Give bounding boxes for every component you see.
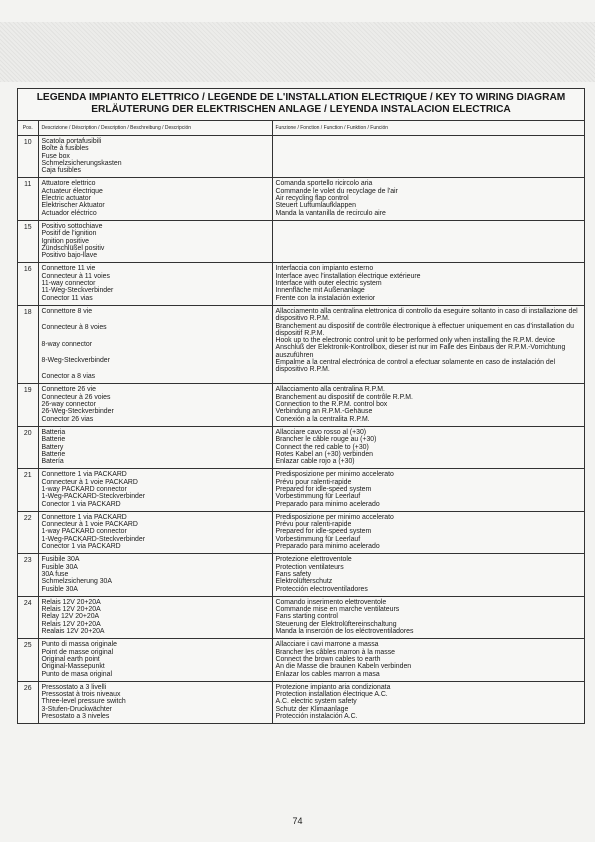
legend-text-line: Positivo sottochiave: [41, 222, 103, 230]
legend-row: [18, 220, 584, 262]
legend-text-line: [276, 238, 582, 245]
legend-text-line: Elektrischer Aktuator: [41, 202, 105, 210]
legend-text-line: Connect the brown cables to earth: [275, 655, 381, 663]
legend-text-line: Innenfläche mit Außenanlage: [275, 287, 365, 295]
legend-text-line: Conector 26 vias: [41, 415, 94, 423]
legend-text-line: Prepared for idle-speed system: [275, 528, 372, 536]
legend-description-cell: [38, 511, 272, 553]
legend-row: [18, 384, 584, 426]
legend-text-line: Relay 12V 20+20A: [41, 613, 100, 621]
legend-function-cell: [272, 220, 584, 262]
legend-text-line: 26-Weg-Steckverbinder: [41, 408, 114, 416]
header-pos: Pos.: [18, 121, 38, 136]
legend-description-cell: [38, 596, 272, 638]
legend-text-line: Comando inserimento elettroventole: [275, 598, 387, 606]
legend-function-cell: [272, 136, 584, 178]
legend-text-line: Connecteur à 11 voies: [41, 272, 110, 280]
legend-text-line: Interfaccia con impianto esterno: [275, 265, 374, 273]
legend-text-line: Batterie: [41, 450, 66, 458]
legend-text-line: Steuerung der Elektrolüftereinschaltung: [275, 620, 397, 628]
legend-text-line: Prepared for idle-speed system: [275, 485, 372, 493]
legend-row: [18, 469, 584, 511]
legend-description-cell: [38, 178, 272, 220]
legend-text-line: Protection installation électrique A.C.: [275, 691, 388, 699]
legend-text-line: 30A fuse: [41, 570, 69, 578]
legend-description-cell: [38, 554, 272, 596]
legend-text-line: Allacciamento alla centralina R.P.M.: [275, 386, 385, 394]
legend-text-line: Original-Massepunkt: [41, 663, 105, 671]
legend-function-cell: [272, 639, 584, 681]
legend-row: [18, 178, 584, 220]
legend-text-line: Fans starting control: [275, 613, 338, 621]
legend-text-line: Commande mise en marche ventilateurs: [275, 606, 400, 614]
legend-text-line: [276, 252, 582, 259]
legend-text-line: Vorbestimmung für Leerlauf: [275, 535, 361, 543]
legend-description-cell: [38, 305, 272, 383]
legend-text-line: [276, 145, 582, 152]
legend-text-line: Conector 1 via PACKARD: [41, 543, 121, 551]
legend-text-line: Predisposizione per minimo accelerato: [275, 513, 394, 521]
legend-text-line: Enlazar los cables marron a masa: [275, 670, 380, 678]
legend-text-line: Scatola portafusibili: [41, 138, 102, 145]
legend-text-line: Connecteur à 26 voies: [41, 393, 111, 401]
legend-text-line: Verbindung an R.P.M.-Gehäuse: [275, 408, 373, 416]
legend-text-line: 8-way connector: [41, 340, 93, 348]
legend-text-line: Positif de l'ignition: [41, 230, 97, 238]
legend-text-line: Frente con la instalación exterior: [275, 294, 376, 302]
legend-pos-cell: 10: [18, 136, 38, 178]
legend-text-line: Batteria: [41, 428, 66, 436]
legend-text-line: Manda la vantanilla de recirculo aire: [275, 209, 386, 217]
legend-function-cell: [272, 469, 584, 511]
legend-text-line: Branchement au dispositif de contrôle électronique à effectuer uniquement en cas d'installation du dispositif R.P.M.: [275, 322, 574, 337]
legend-pos-cell: 18: [18, 305, 38, 383]
legend-text-line: Allacciare cavo rosso al (+30): [275, 428, 367, 436]
legend-text-line: Boîte à fusibles: [41, 145, 89, 153]
legend-text-line: Schmelzsicherung 30A: [41, 578, 112, 586]
legend-text-line: 11-Weg-Steckverbinder: [41, 287, 114, 295]
legend-text-line: Preparado para minimo acelerado: [275, 500, 380, 508]
legend-text-line: Connecteur à 8 voies: [41, 324, 107, 332]
legend-text-line: Steuert Luftumlaufklappen: [275, 202, 356, 210]
legend-text-line: Zündschlüßel positiv: [41, 244, 105, 252]
legend-text-line: Actuateur électrique: [41, 187, 103, 195]
legend-text-line: Prévu pour ralenti-rapide: [275, 478, 352, 486]
legend-function-cell: [272, 596, 584, 638]
legend-row: [18, 263, 584, 305]
legend-text-line: Connettore 1 via PACKARD: [41, 513, 127, 521]
legend-text-line: Brancher le câble rouge au (+30): [275, 436, 377, 444]
legend-text-line: Original earth point: [41, 655, 100, 663]
legend-text-line: Battery: [41, 443, 64, 451]
legend-pos-cell: 11: [18, 178, 38, 220]
legend-row: [18, 681, 584, 723]
legend-text-line: Commande le volet du recyclage de l'air: [275, 187, 398, 195]
legend-description-cell: [38, 469, 272, 511]
legend-description-cell: [38, 384, 272, 426]
legend-text-line: [276, 160, 582, 167]
legend-description-cell: [38, 426, 272, 468]
legend-text-line: Connettore 1 via PACKARD: [41, 471, 127, 479]
legend-row: [18, 596, 584, 638]
legend-text-line: 3-Stufen-Druckwächter: [41, 705, 112, 713]
legend-text-line: Connettore 8 vie: [41, 307, 93, 315]
legend-text-line: Connettore 26 vie: [41, 386, 96, 394]
legend-title-line-1: LEGENDA IMPIANTO ELETTRICO / LEGENDE DE L'INSTALLATION ELECTRIQUE / KEY TO WIRING DIAGRAM: [36, 92, 566, 103]
legend-text-line: [276, 223, 582, 230]
legend-text-line: Connecteur à 1 voie PACKARD: [41, 521, 138, 529]
legend-text-line: 1-way PACKARD connector: [41, 485, 127, 493]
legend-text-line: Conector a 8 vias: [41, 373, 96, 381]
legend-text-line: Relais 12V 20+20A: [41, 606, 101, 614]
legend-pos-cell: 22: [18, 511, 38, 553]
legend-text-line: Connecteur à 1 voie PACKARD: [41, 478, 138, 486]
legend-description-cell: [38, 220, 272, 262]
legend-text-line: Elektrolüfterschutz: [275, 578, 333, 586]
legend-text-line: Protezione impianto aria condizionata: [275, 683, 391, 691]
legend-text-line: [276, 245, 582, 252]
legend-text-line: Protección instalación A.C.: [275, 713, 358, 720]
legend-text-line: Comanda sportello ricircolo aria: [275, 180, 373, 188]
legend-text-line: 8-Weg-Steckverbinder: [41, 356, 110, 364]
legend-text-line: Conector 1 via PACKARD: [41, 500, 121, 508]
legend-text-line: Prévu pour ralenti-rapide: [275, 521, 352, 529]
legend-header-row: [18, 121, 584, 136]
legend-text-line: Presostato a 3 niveles: [41, 713, 110, 720]
legend-text-line: Fans safety: [275, 570, 312, 578]
legend-text-line: Fuse box: [41, 152, 70, 160]
legend-text-line: Schutz der Klimaanlage: [275, 705, 349, 713]
wiring-legend-sheet: [17, 88, 585, 724]
legend-text-line: Predisposizione per minimo accelerato: [275, 471, 394, 479]
legend-text-line: Protezione elettroventole: [275, 556, 352, 564]
legend-text-line: 1-Weg-PACKARD-Steckverbinder: [41, 535, 146, 543]
legend-table: [18, 121, 584, 723]
legend-function-cell: [272, 384, 584, 426]
legend-text-line: Actuador eléctrico: [41, 209, 97, 217]
legend-pos-cell: 24: [18, 596, 38, 638]
legend-row: [18, 305, 584, 383]
legend-pos-cell: 19: [18, 384, 38, 426]
legend-text-line: Relais 12V 20+20A: [41, 598, 101, 606]
legend-text-line: [276, 153, 582, 160]
legend-text-line: 11-way connector: [41, 280, 96, 288]
legend-description-cell: [38, 136, 272, 178]
legend-text-line: Empalme a la central electrónica de control a efectuar solamente en caso de instalación del dispositivo R.P.M.: [275, 359, 556, 374]
legend-row: [18, 554, 584, 596]
legend-text-line: Conector 11 vias: [41, 294, 93, 302]
legend-text-line: Enlazar cable rojo a (+30): [275, 458, 355, 466]
legend-text-line: Three-level pressure switch: [41, 698, 126, 706]
legend-pos-cell: 26: [18, 681, 38, 723]
legend-text-line: Batterie: [41, 436, 66, 444]
legend-row: [18, 511, 584, 553]
legend-function-cell: [272, 426, 584, 468]
legend-title-line-2: ERLÄUTERUNG DER ELEKTRISCHEN ANLAGE / LEYENDA INSTALACION ELECTRICA: [91, 103, 511, 115]
legend-text-line: Interface with outer electric system: [275, 280, 382, 288]
legend-text-line: Conexión a la centralita R.P.M.: [275, 415, 370, 423]
legend-text-line: Relais 12V 20+20A: [41, 620, 101, 628]
legend-body: [18, 136, 584, 724]
legend-text-line: Batería: [41, 458, 64, 466]
page-number: 74: [292, 816, 303, 826]
legend-text-line: Attuatore elettrico: [41, 180, 96, 188]
legend-pos-cell: 16: [18, 263, 38, 305]
legend-text-line: [276, 167, 582, 174]
legend-text-line: Schmelzsicherungskasten: [41, 159, 122, 167]
legend-text-line: Allacciamento alla centralina elettronica di controllo da eseguire soltanto in caso di installazione del dispositivo R.P.M.: [275, 307, 578, 323]
legend-pos-cell: 23: [18, 554, 38, 596]
legend-text-line: Punto di massa originale: [41, 641, 117, 649]
legend-function-cell: [272, 305, 584, 383]
legend-pos-cell: 21: [18, 469, 38, 511]
legend-text-line: Manda la inserción de los eléctroventiladores: [275, 628, 414, 636]
legend-text-line: Caja fusibles: [41, 167, 81, 175]
legend-text-line: Anschluß der Elektronik-Kontrollbox, dieser ist nur im Falle des Einbaus der R.P.M.-Vorrichtung auszuführen: [275, 344, 566, 359]
legend-text-line: Fusible 30A: [41, 563, 78, 571]
scan-artifact-band: [0, 22, 595, 82]
legend-text-line: Allacciare i cavi marrone a massa: [275, 641, 379, 649]
legend-text-line: Vorbestimmung für Leerlauf: [275, 493, 361, 501]
legend-text-line: An die Masse die braunen Kabeln verbinden: [275, 663, 412, 671]
legend-text-line: Interface avec l'installation électrique extérieure: [275, 272, 421, 280]
legend-description-cell: [38, 681, 272, 723]
legend-function-cell: [272, 178, 584, 220]
legend-text-line: Ignition positive: [41, 237, 89, 245]
legend-description-cell: [38, 639, 272, 681]
legend-text-line: Protection ventilateurs: [275, 563, 344, 571]
legend-pos-cell: 25: [18, 639, 38, 681]
legend-description-cell: [38, 263, 272, 305]
legend-row: [18, 639, 584, 681]
legend-text-line: [276, 230, 582, 237]
legend-text-line: Fusible 30A: [41, 585, 78, 593]
legend-text-line: Pressostat à trois niveaux: [41, 691, 121, 699]
header-description: Descrizione / Déscription / Description / Beschreibung / Descripción: [38, 121, 272, 136]
header-function: Funzione / Fonction / Function / Funktion / Función: [272, 121, 584, 136]
legend-text-line: Realais 12V 20+20A: [41, 628, 105, 636]
legend-text-line: Rotes Kabel an (+30) verbinden: [275, 450, 373, 458]
legend-text-line: Protección electroventiladores: [275, 585, 368, 593]
legend-function-cell: [272, 681, 584, 723]
legend-function-cell: [272, 554, 584, 596]
legend-function-cell: [272, 511, 584, 553]
legend-pos-cell: 20: [18, 426, 38, 468]
legend-row: [18, 136, 584, 178]
legend-text-line: Branchement au dispositif de contrôle R.P.M.: [275, 393, 413, 401]
legend-text-line: Air recycling flap control: [275, 195, 349, 203]
legend-text-line: Hook up to the electronic control unit to be performed only when installing the R.P.M. device: [275, 337, 555, 345]
legend-text-line: 1-Weg-PACKARD-Steckverbinder: [41, 493, 146, 501]
legend-text-line: A.C. electric system safety: [275, 698, 357, 706]
legend-text-line: Connettore 11 vie: [41, 265, 96, 273]
legend-text-line: 1-way PACKARD connector: [41, 528, 127, 536]
legend-row: [18, 426, 584, 468]
legend-text-line: [276, 138, 582, 145]
legend-function-cell: [272, 263, 584, 305]
legend-text-line: Connection to the R.P.M. control box: [275, 401, 388, 409]
legend-text-line: Positivo bajo-llave: [41, 252, 98, 260]
legend-text-line: Brancher les câbles marron à la masse: [275, 648, 395, 656]
legend-text-line: Connect the red cable to (+30): [275, 443, 369, 451]
legend-text-line: Preparado para minimo acelerado: [275, 543, 380, 551]
legend-text-line: Punto de masa original: [41, 670, 112, 678]
legend-text-line: Point de masse original: [41, 648, 114, 656]
legend-text-line: Electric actuator: [41, 195, 91, 203]
legend-title: [18, 89, 584, 121]
legend-pos-cell: 15: [18, 220, 38, 262]
legend-text-line: Fusibile 30A: [41, 556, 80, 564]
legend-text-line: Pressostato a 3 livelli: [41, 683, 107, 691]
legend-text-line: 26-way connector: [41, 401, 96, 409]
